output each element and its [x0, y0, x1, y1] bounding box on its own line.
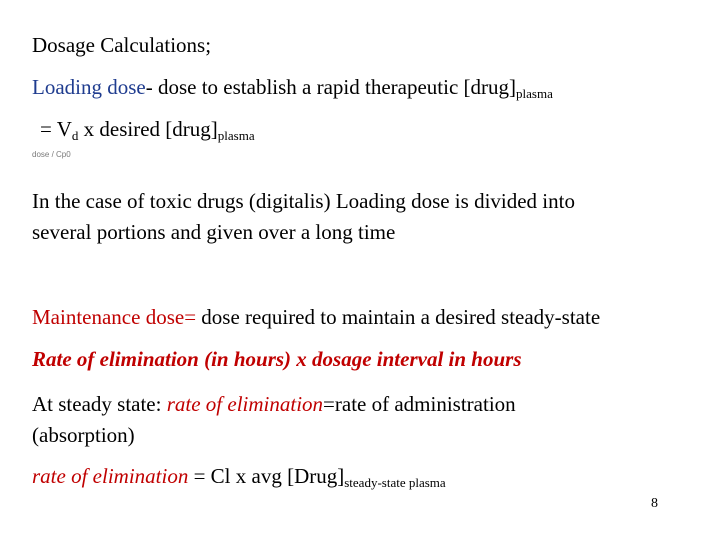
rate-formula [32, 349, 522, 370]
steady-state-subscript: steady-state plasma [344, 475, 446, 490]
steady-state-line-1 [32, 389, 516, 420]
loading-dose-text: - dose to establish a rapid therapeutic [drug] [145, 75, 517, 99]
steady-state-rest: =rate of administration [323, 392, 516, 416]
toxic-line-2: several portions and given over a long time [32, 220, 396, 244]
formula-prefix: = V [40, 117, 72, 141]
loading-dose-formula [40, 119, 255, 142]
loading-dose-term: Loading dose [32, 75, 146, 99]
maintenance-dose-term: Maintenance dose= [32, 305, 197, 329]
maintenance-dose-text: dose required to maintain a desired steady-state [196, 305, 601, 329]
plasma-subscript: plasma [516, 86, 553, 101]
steady-state-statement [32, 389, 516, 451]
slide-title [32, 35, 211, 56]
small-note: dose / Cp0 [32, 150, 71, 159]
elimination-formula-text: = Cl x avg [Drug] [188, 464, 345, 488]
toxic-drugs-note [32, 186, 575, 248]
rate-formula-text: Rate of elimination (in hours) x dosage interval in hours [32, 347, 522, 371]
elimination-rate: rate of elimination [32, 464, 189, 488]
formula-plasma-subscript: plasma [217, 128, 255, 143]
formula-rest: x desired [drug] [78, 117, 218, 141]
title-text: Dosage Calculations; [32, 33, 212, 57]
steady-state-line-2: (absorption) [32, 423, 135, 447]
elimination-formula [32, 466, 446, 489]
steady-state-prefix: At steady state: [32, 392, 167, 416]
steady-state-rate: rate of elimination [166, 392, 324, 416]
loading-dose-definition [32, 77, 553, 100]
toxic-line-1: In the case of toxic drugs (digitalis) Loading dose is divided into [32, 189, 575, 213]
page-number: 8 [651, 496, 658, 511]
maintenance-dose-definition [32, 307, 600, 328]
vd-subscript: d [71, 128, 79, 143]
